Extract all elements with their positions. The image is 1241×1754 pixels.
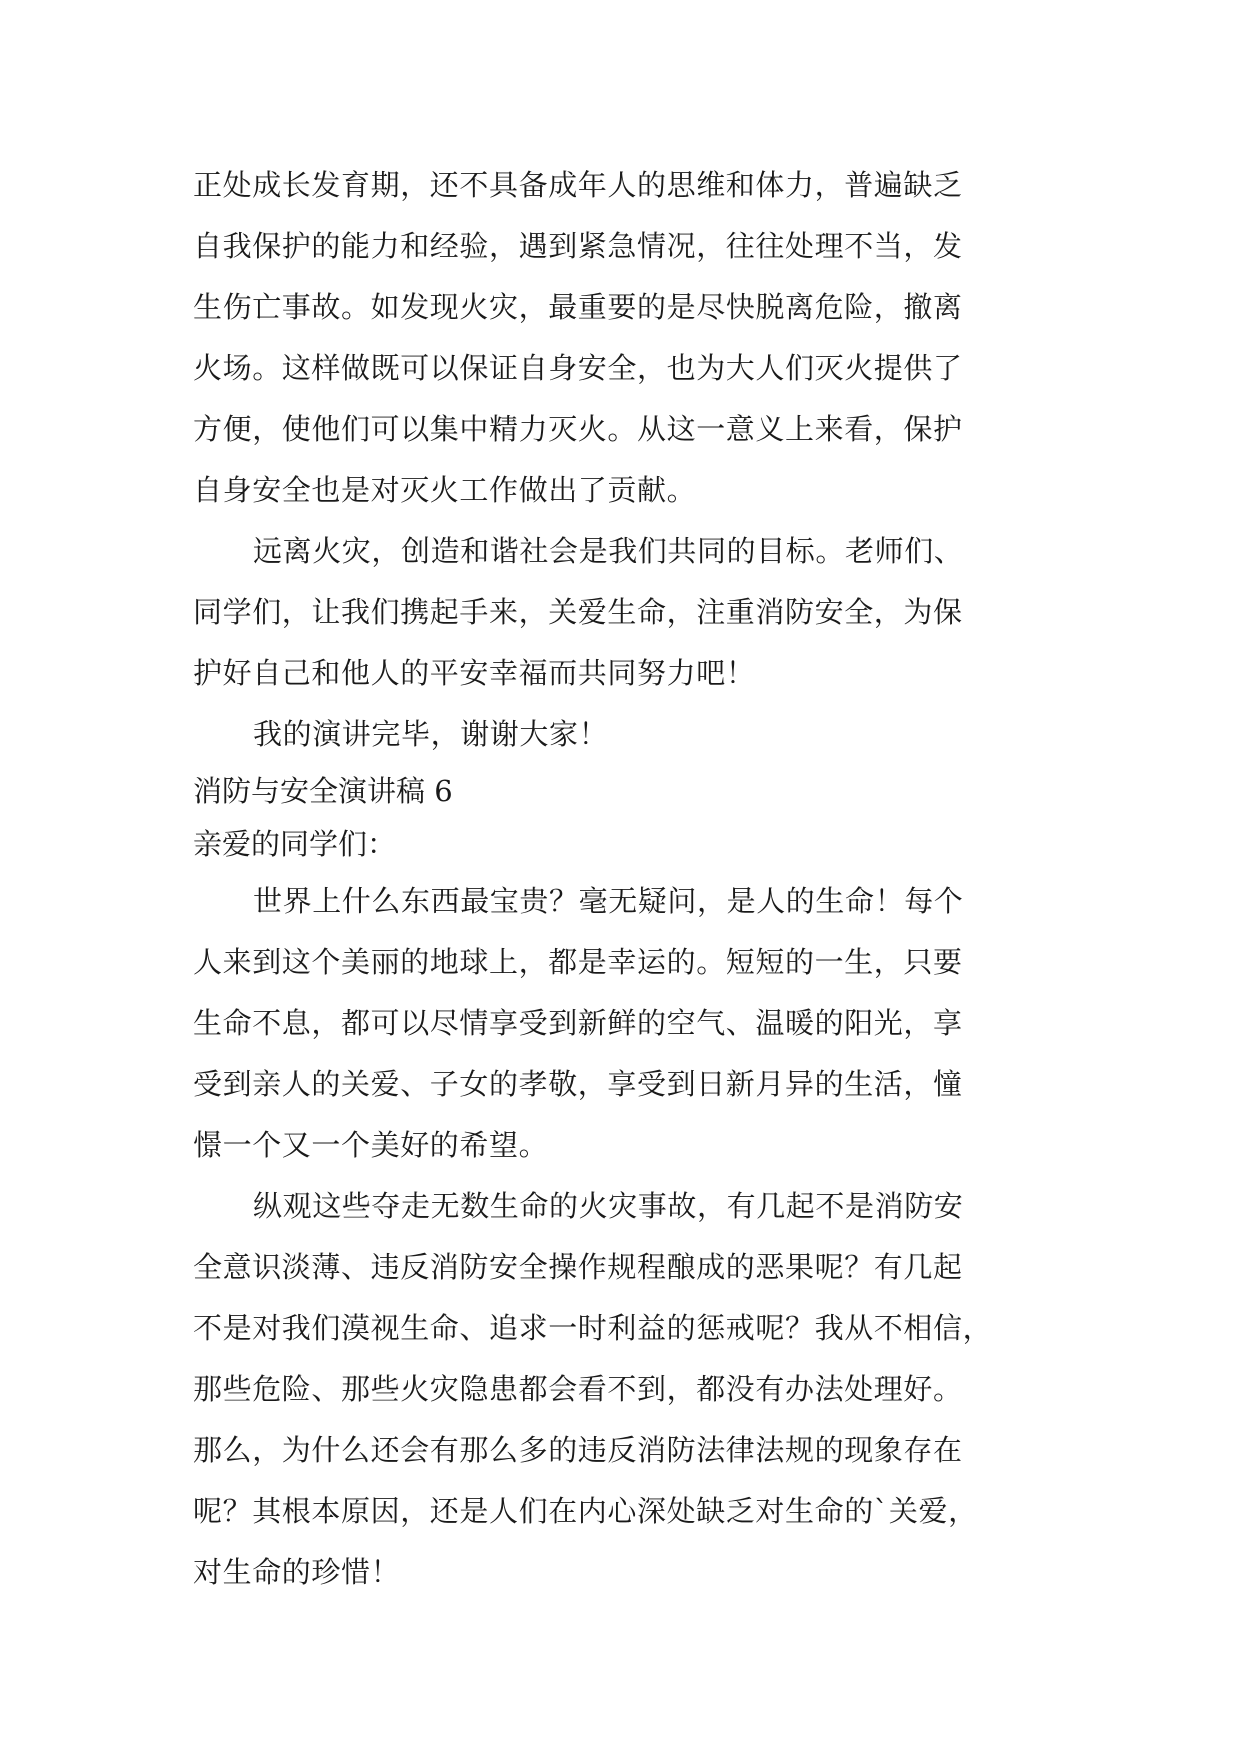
closing-remark: 我的演讲完毕，谢谢大家！ (253, 717, 609, 751)
text-line: 远离火灾，创造和谐社会是我们共同的目标。老师们、 (253, 534, 964, 568)
text-line: 全意识淡薄、违反消防安全操作规程酿成的恶果呢？有几起 (193, 1250, 963, 1284)
paragraph-fire-accidents (193, 1176, 1053, 1603)
text-line: 正处成长发育期，还不具备成年人的思维和体力，普遍缺乏 (193, 168, 963, 202)
text-line: 世界上什么东西最宝贵？毫无疑问，是人的生命！每个 (253, 884, 964, 918)
text-line: 自身安全也是对灭火工作做出了贡献。 (193, 473, 697, 507)
text-line: 自我保护的能力和经验，遇到紧急情况，往往处理不当，发 (193, 229, 963, 263)
text-line: 人来到这个美丽的地球上，都是幸运的。短短的一生，只要 (193, 945, 963, 979)
text-line: 受到亲人的关爱、子女的孝敬，享受到日新月异的生活，憧 (193, 1067, 963, 1101)
text-line: 生命不息，都可以尽情享受到新鲜的空气、温暖的阳光，享 (193, 1006, 963, 1040)
text-line: 呢？其根本原因，还是人们在内心深处缺乏对生命的`关爱， (193, 1494, 978, 1528)
text-line: 火场。这样做既可以保证自身安全，也为大人们灭火提供了 (193, 351, 963, 385)
text-line: 对生命的珍惜！ (193, 1555, 401, 1589)
text-line: 不是对我们漠视生命、追求一时利益的惩戒呢？我从不相信， (193, 1311, 993, 1345)
paragraph-harmonious-society (193, 521, 1053, 704)
text-line: 护好自己和他人的平安幸福而共同努力吧！ (193, 656, 756, 690)
paragraph-fire-safety-continuation (193, 155, 1053, 521)
section-title: 消防与安全演讲稿 6 (193, 774, 453, 808)
greeting: 亲爱的同学们： (193, 827, 397, 861)
paragraph-life-precious (193, 871, 1053, 1176)
text-line: 那么，为什么还会有那么多的违反消防法律法规的现象存在 (193, 1433, 963, 1467)
text-line: 纵观这些夺走无数生命的火灾事故，有几起不是消防安 (253, 1189, 964, 1223)
document-body (193, 155, 1053, 1603)
text-line: 方便，使他们可以集中精力灭火。从这一意义上来看，保护 (193, 412, 963, 446)
text-line: 生伤亡事故。如发现火灾，最重要的是尽快脱离危险，撤离 (193, 290, 963, 324)
text-line: 那些危险、那些火灾隐患都会看不到，都没有办法处理好。 (193, 1372, 963, 1406)
text-line: 同学们，让我们携起手来，关爱生命，注重消防安全，为保 (193, 595, 963, 629)
text-line: 憬一个又一个美好的希望。 (193, 1128, 549, 1162)
